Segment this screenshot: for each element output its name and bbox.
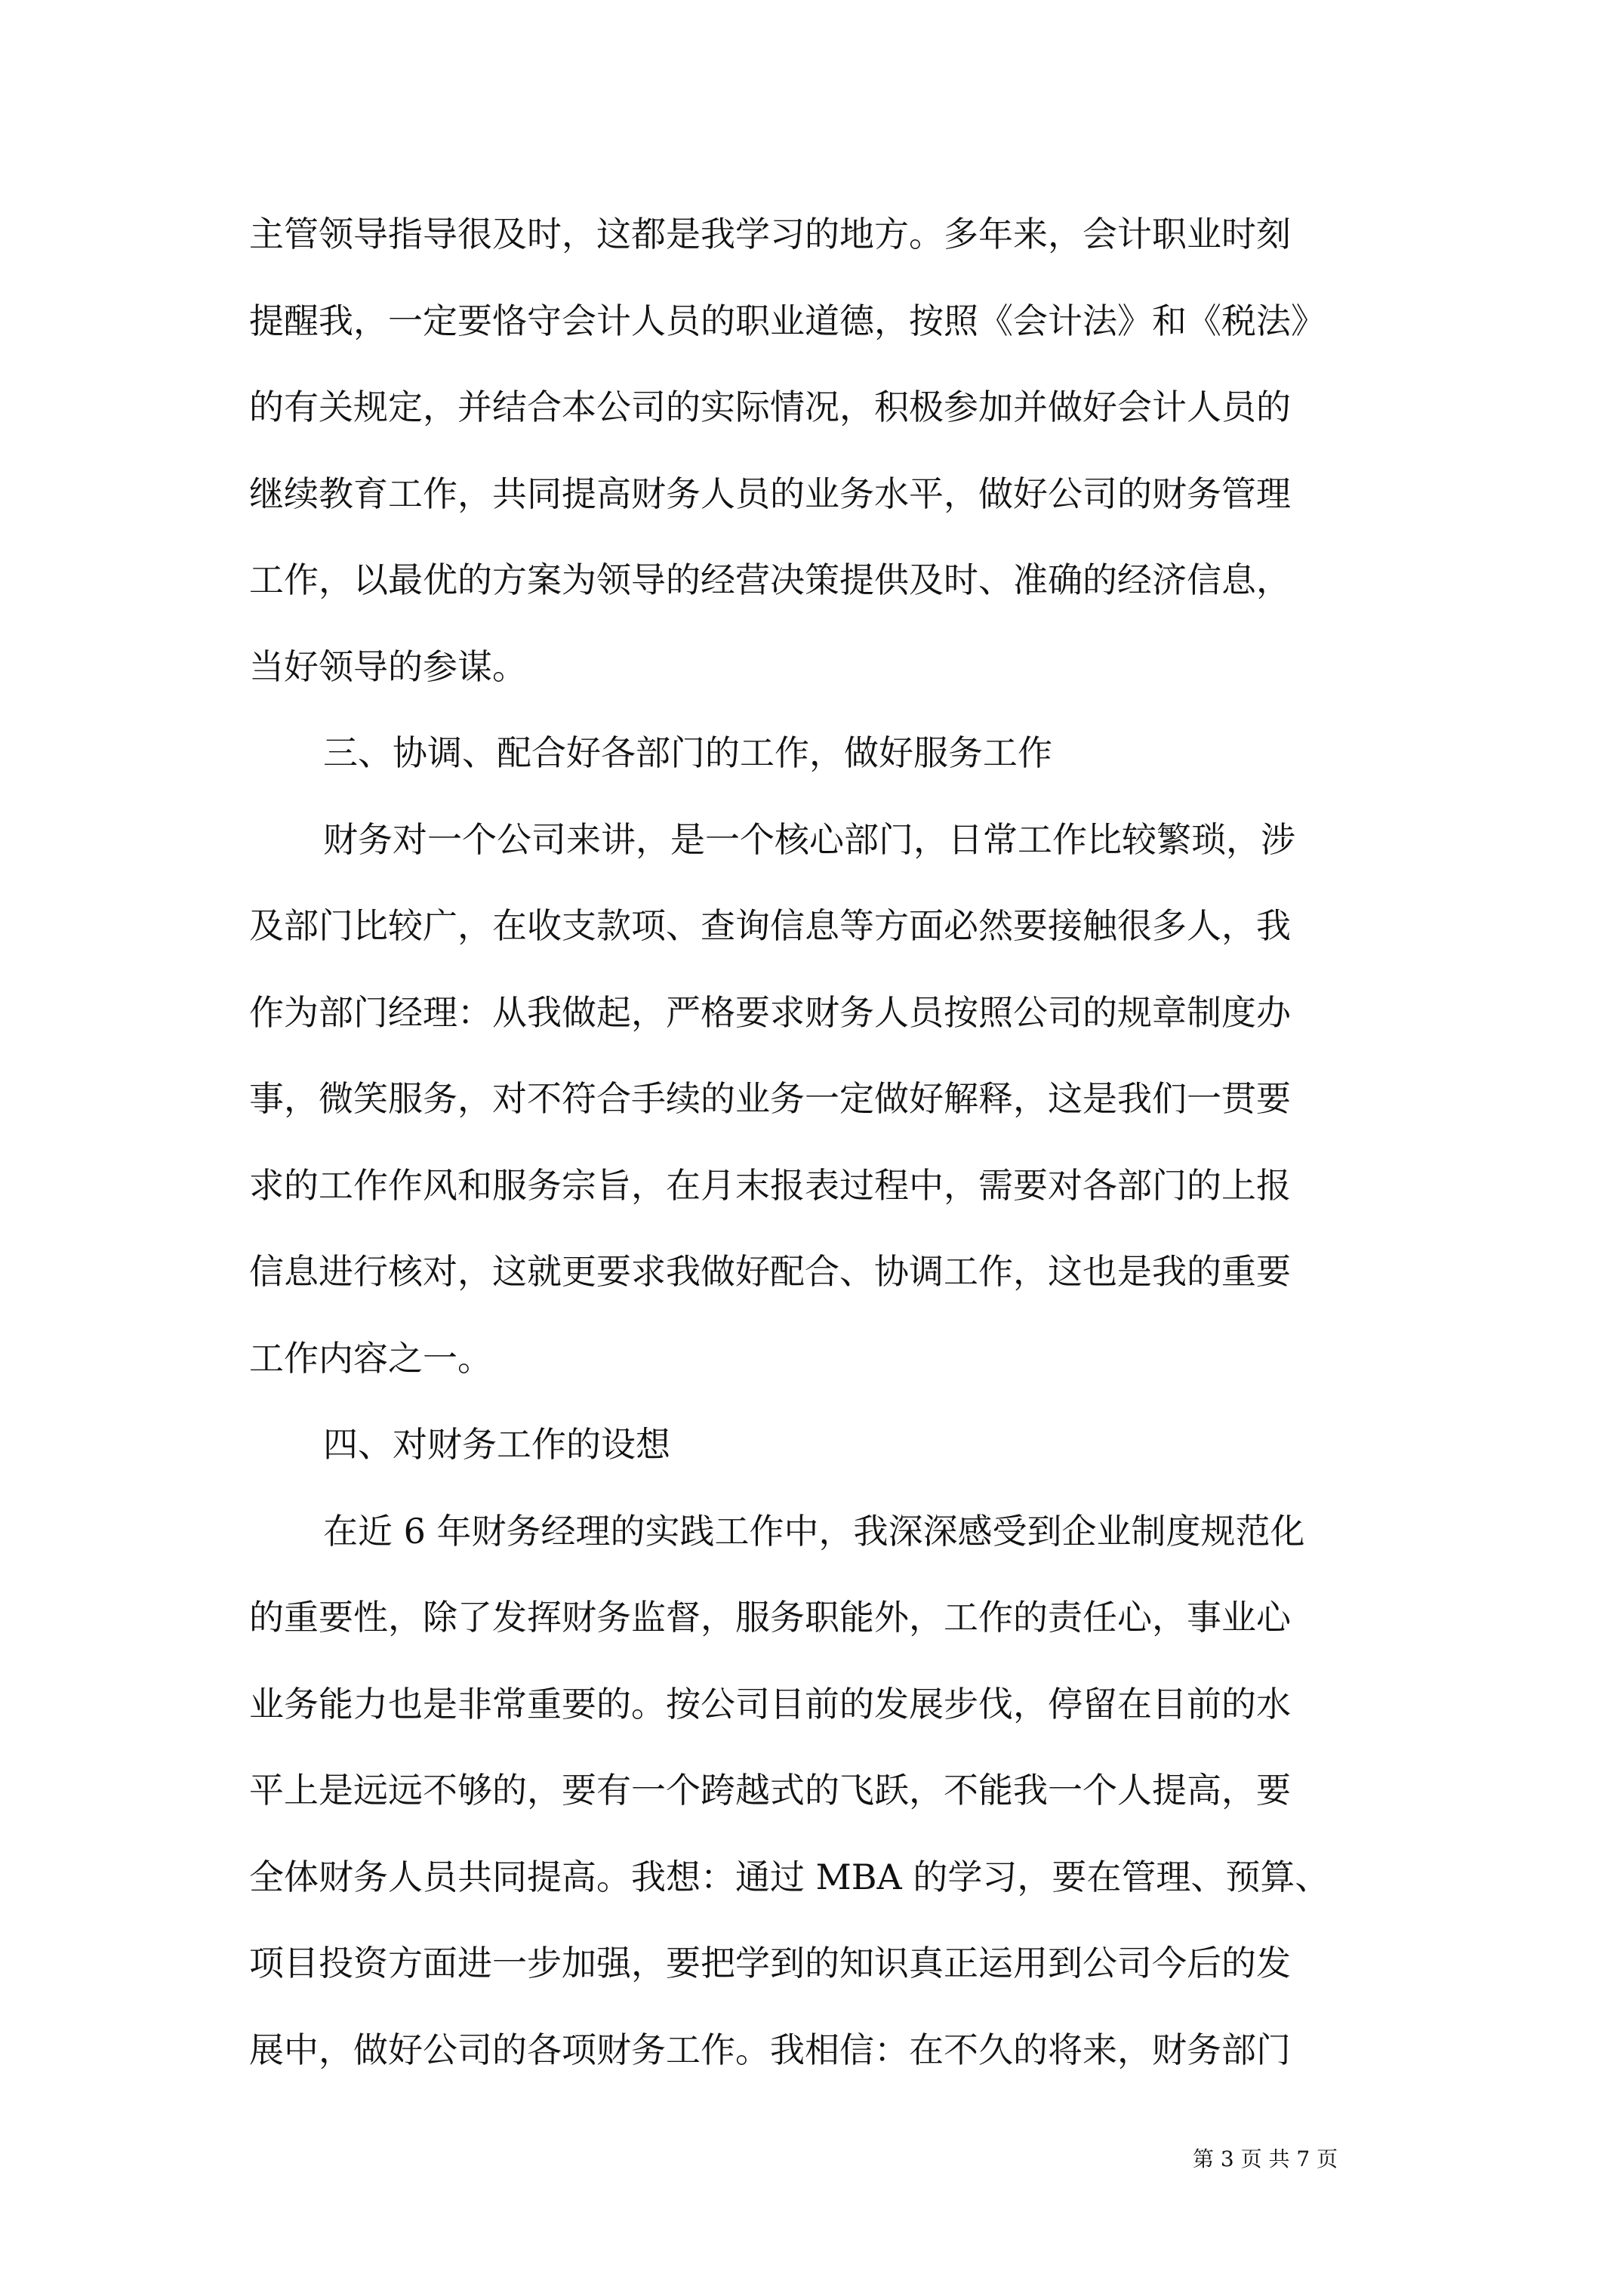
- text-line: 继续教育工作，共同提高财务人员的业务水平，做好公司的财务管理: [249, 473, 1291, 514]
- text-line: 工作，以最优的方案为领导的经营决策提供及时、准确的经济信息，: [249, 559, 1291, 600]
- text-line: 求的工作作风和服务宗旨，在月末报表过程中，需要对各部门的上报: [249, 1164, 1291, 1206]
- text-line: 作为部门经理：从我做起，严格要求财务人员按照公司的规章制度办: [249, 991, 1291, 1033]
- text-line: 信息进行核对，这就更要求我做好配合、协调工作，这也是我的重要: [249, 1251, 1291, 1292]
- text-line: 业务能力也是非常重要的。按公司目前的发展步伐，停留在目前的水: [249, 1683, 1291, 1724]
- text-line: 四、对财务工作的设想: [323, 1424, 670, 1465]
- text-line: 财务对一个公司来讲，是一个核心部门，日常工作比较繁琐，涉: [323, 818, 1295, 860]
- text-line: 的有关规定，并结合本公司的实际情况，积极参加并做好会计人员的: [249, 387, 1291, 427]
- text-line: 及部门比较广，在收支款项、查询信息等方面必然要接触很多人，我: [249, 905, 1291, 946]
- text-line: 三、协调、配合好各部门的工作，做好服务工作: [323, 732, 1052, 773]
- page-footer: 第 3 页 共 7 页: [1193, 2147, 1338, 2171]
- text-line: 项目投资方面进一步加强，要把学到的知识真正运用到公司今后的发: [249, 1943, 1291, 1983]
- text-line: 当好领导的参谋。: [249, 646, 527, 687]
- text-line: 在近 6 年财务经理的实践工作中，我深深感受到企业制度规范化: [323, 1510, 1305, 1552]
- text-line: 平上是远远不够的，要有一个跨越式的飞跃，不能我一个人提高，要: [249, 1770, 1291, 1811]
- text-line: 全体财务人员共同提高。我想：通过 MBA 的学习，要在管理、预算、: [249, 1856, 1330, 1897]
- text-line: 展中，做好公司的各项财务工作。我相信：在不久的将来，财务部门: [249, 2029, 1291, 2070]
- text-line: 工作内容之一。: [249, 1337, 492, 1379]
- text-line: 事，微笑服务，对不符合手续的业务一定做好解释，这是我们一贯要: [249, 1078, 1291, 1119]
- text-line: 的重要性，除了发挥财务监督，服务职能外，工作的责任心，事业心: [249, 1597, 1291, 1638]
- text-line: 主管领导指导很及时，这都是我学习的地方。多年来，会计职业时刻: [249, 214, 1291, 254]
- text-line: 提醒我，一定要恪守会计人员的职业道德，按照《会计法》和《税法》: [249, 300, 1326, 341]
